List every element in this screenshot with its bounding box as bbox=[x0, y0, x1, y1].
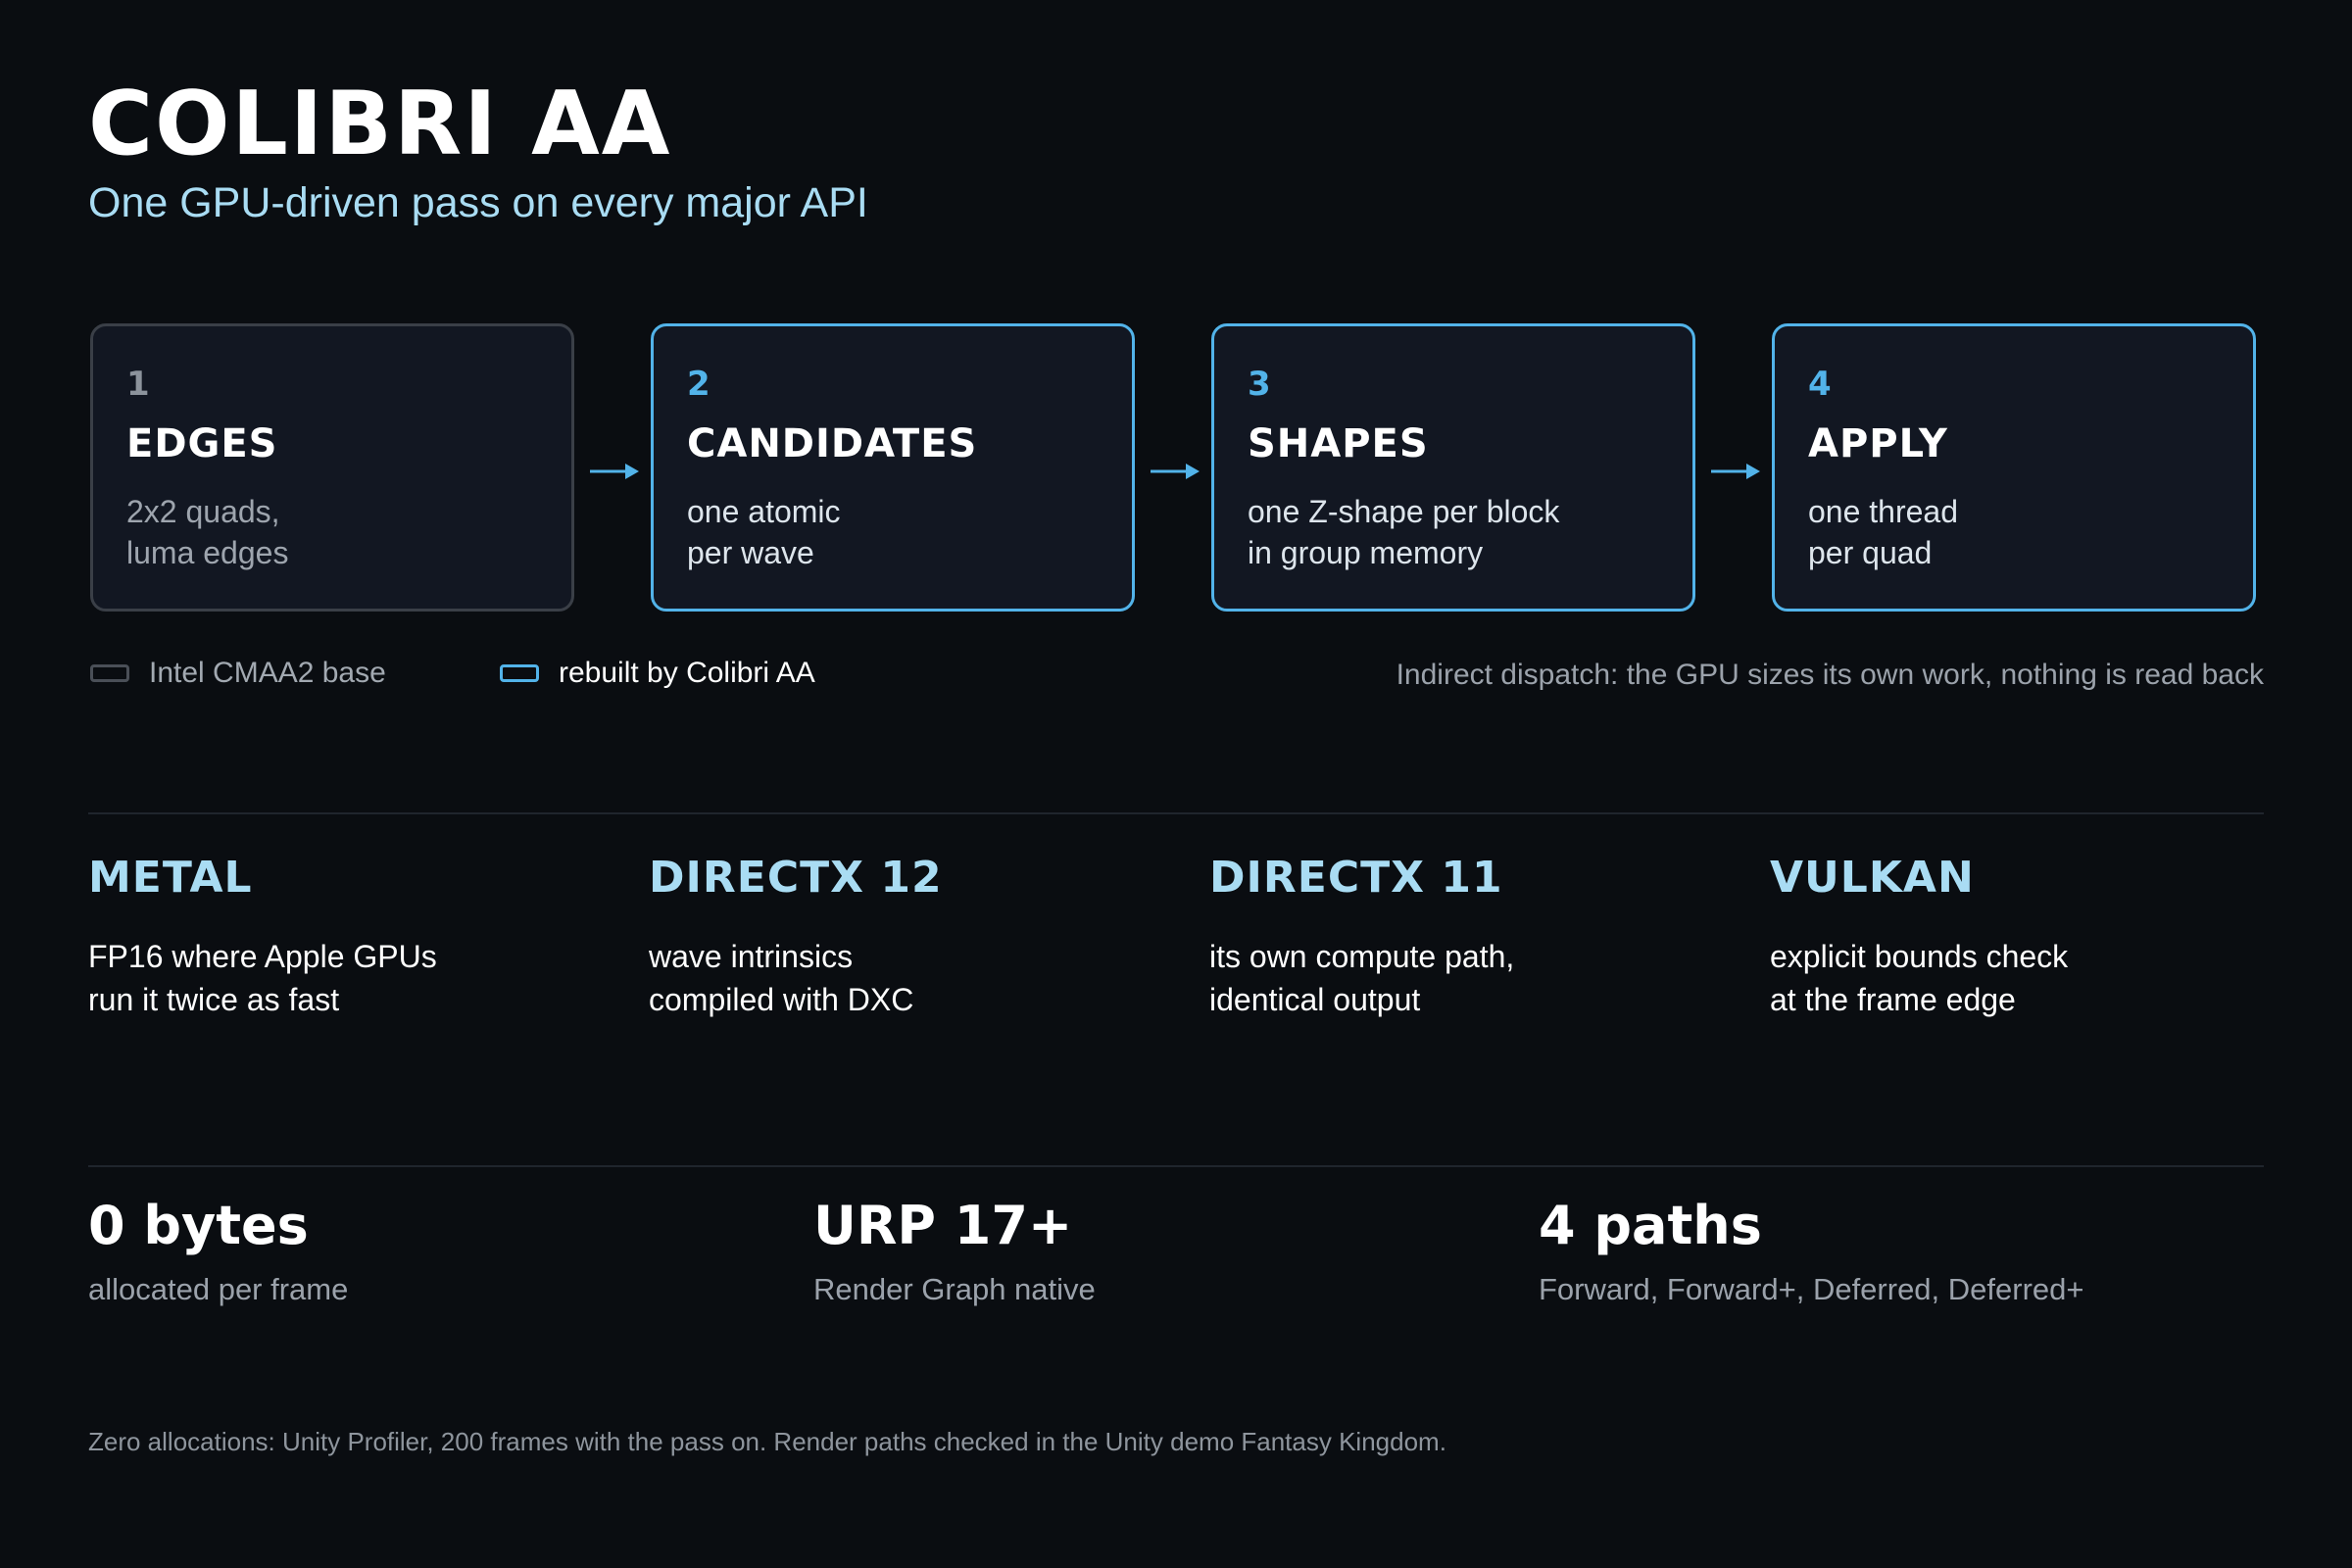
step-description bbox=[687, 491, 1099, 573]
page-subtitle: One GPU-driven pass on every major API bbox=[88, 179, 868, 226]
api-description-line: wave intrinsics bbox=[649, 939, 854, 974]
arrow-right-icon bbox=[1149, 457, 1200, 486]
api-name: VULKAN bbox=[1770, 853, 1975, 903]
step-number: 1 bbox=[126, 365, 150, 404]
step-title: EDGES bbox=[126, 421, 278, 466]
api-name: DIRECTX 11 bbox=[1209, 853, 1503, 903]
step-title: SHAPES bbox=[1248, 421, 1429, 466]
legend-base-label: Intel CMAA2 base bbox=[149, 657, 386, 689]
stat-label: Forward, Forward+, Deferred, Deferred+ bbox=[1539, 1272, 2084, 1306]
stat-allocations bbox=[88, 1195, 349, 1306]
step-title: APPLY bbox=[1808, 421, 1948, 466]
step-description-line: per quad bbox=[1808, 535, 1933, 570]
api-description bbox=[1770, 935, 2279, 1021]
stat-label: Render Graph native bbox=[813, 1272, 1096, 1306]
step-description-line: 2x2 quads, bbox=[126, 494, 280, 529]
api-description-line: at the frame edge bbox=[1770, 982, 2016, 1017]
step-description-line: luma edges bbox=[126, 535, 289, 570]
api-directx-12 bbox=[649, 853, 1158, 1021]
legend-rebuilt bbox=[500, 659, 815, 688]
step-description-line: one thread bbox=[1808, 494, 1959, 529]
api-vulkan bbox=[1770, 853, 2279, 1021]
api-directx-11 bbox=[1209, 853, 1719, 1021]
stat-value: URP 17+ bbox=[813, 1195, 1073, 1256]
api-metal bbox=[88, 853, 598, 1021]
pipeline-step-candidates bbox=[651, 323, 1135, 612]
api-description-line: run it twice as fast bbox=[88, 982, 340, 1017]
stat-value: 0 bytes bbox=[88, 1195, 309, 1256]
step-description bbox=[1248, 491, 1659, 573]
legend-swatch-base-icon bbox=[90, 664, 129, 682]
stat-urp bbox=[813, 1195, 1096, 1306]
step-description-line: one Z-shape per block bbox=[1248, 494, 1560, 529]
api-description-line: identical output bbox=[1209, 982, 1421, 1017]
step-title: CANDIDATES bbox=[687, 421, 978, 466]
step-number: 4 bbox=[1808, 365, 1832, 404]
step-number: 2 bbox=[687, 365, 710, 404]
legend-rebuilt-label: rebuilt by Colibri AA bbox=[559, 657, 815, 689]
step-description bbox=[126, 491, 538, 573]
api-description-line: compiled with DXC bbox=[649, 982, 914, 1017]
api-description-line: FP16 where Apple GPUs bbox=[88, 939, 437, 974]
footnote: Zero allocations: Unity Profiler, 200 frames with the pass on. Render paths checked in the Unity demo Fantasy Kingdom. bbox=[88, 1427, 1446, 1456]
api-description bbox=[1209, 935, 1719, 1021]
step-description-line: per wave bbox=[687, 535, 814, 570]
api-description-line: its own compute path, bbox=[1209, 939, 1515, 974]
step-description bbox=[1808, 491, 2220, 573]
api-name: DIRECTX 12 bbox=[649, 853, 943, 903]
stat-label: allocated per frame bbox=[88, 1272, 349, 1306]
section-divider bbox=[88, 812, 2264, 814]
pipeline-step-edges bbox=[90, 323, 574, 612]
pipeline-step-apply bbox=[1772, 323, 2256, 612]
legend-base bbox=[90, 659, 386, 688]
step-number: 3 bbox=[1248, 365, 1271, 404]
api-description bbox=[649, 935, 1158, 1021]
api-description bbox=[88, 935, 598, 1021]
page-title: COLIBRI AA bbox=[88, 73, 672, 175]
api-name: METAL bbox=[88, 853, 253, 903]
arrow-right-icon bbox=[588, 457, 639, 486]
stat-value: 4 paths bbox=[1539, 1195, 1762, 1256]
pipeline-step-shapes bbox=[1211, 323, 1695, 612]
step-description-line: one atomic bbox=[687, 494, 841, 529]
api-description-line: explicit bounds check bbox=[1770, 939, 2069, 974]
section-divider bbox=[88, 1165, 2264, 1167]
legend-swatch-rebuilt-icon bbox=[500, 664, 539, 682]
arrow-right-icon bbox=[1709, 457, 1760, 486]
stat-render-paths bbox=[1539, 1195, 2084, 1306]
dispatch-note: Indirect dispatch: the GPU sizes its own work, nothing is read back bbox=[1396, 659, 2264, 691]
step-description-line: in group memory bbox=[1248, 535, 1484, 570]
